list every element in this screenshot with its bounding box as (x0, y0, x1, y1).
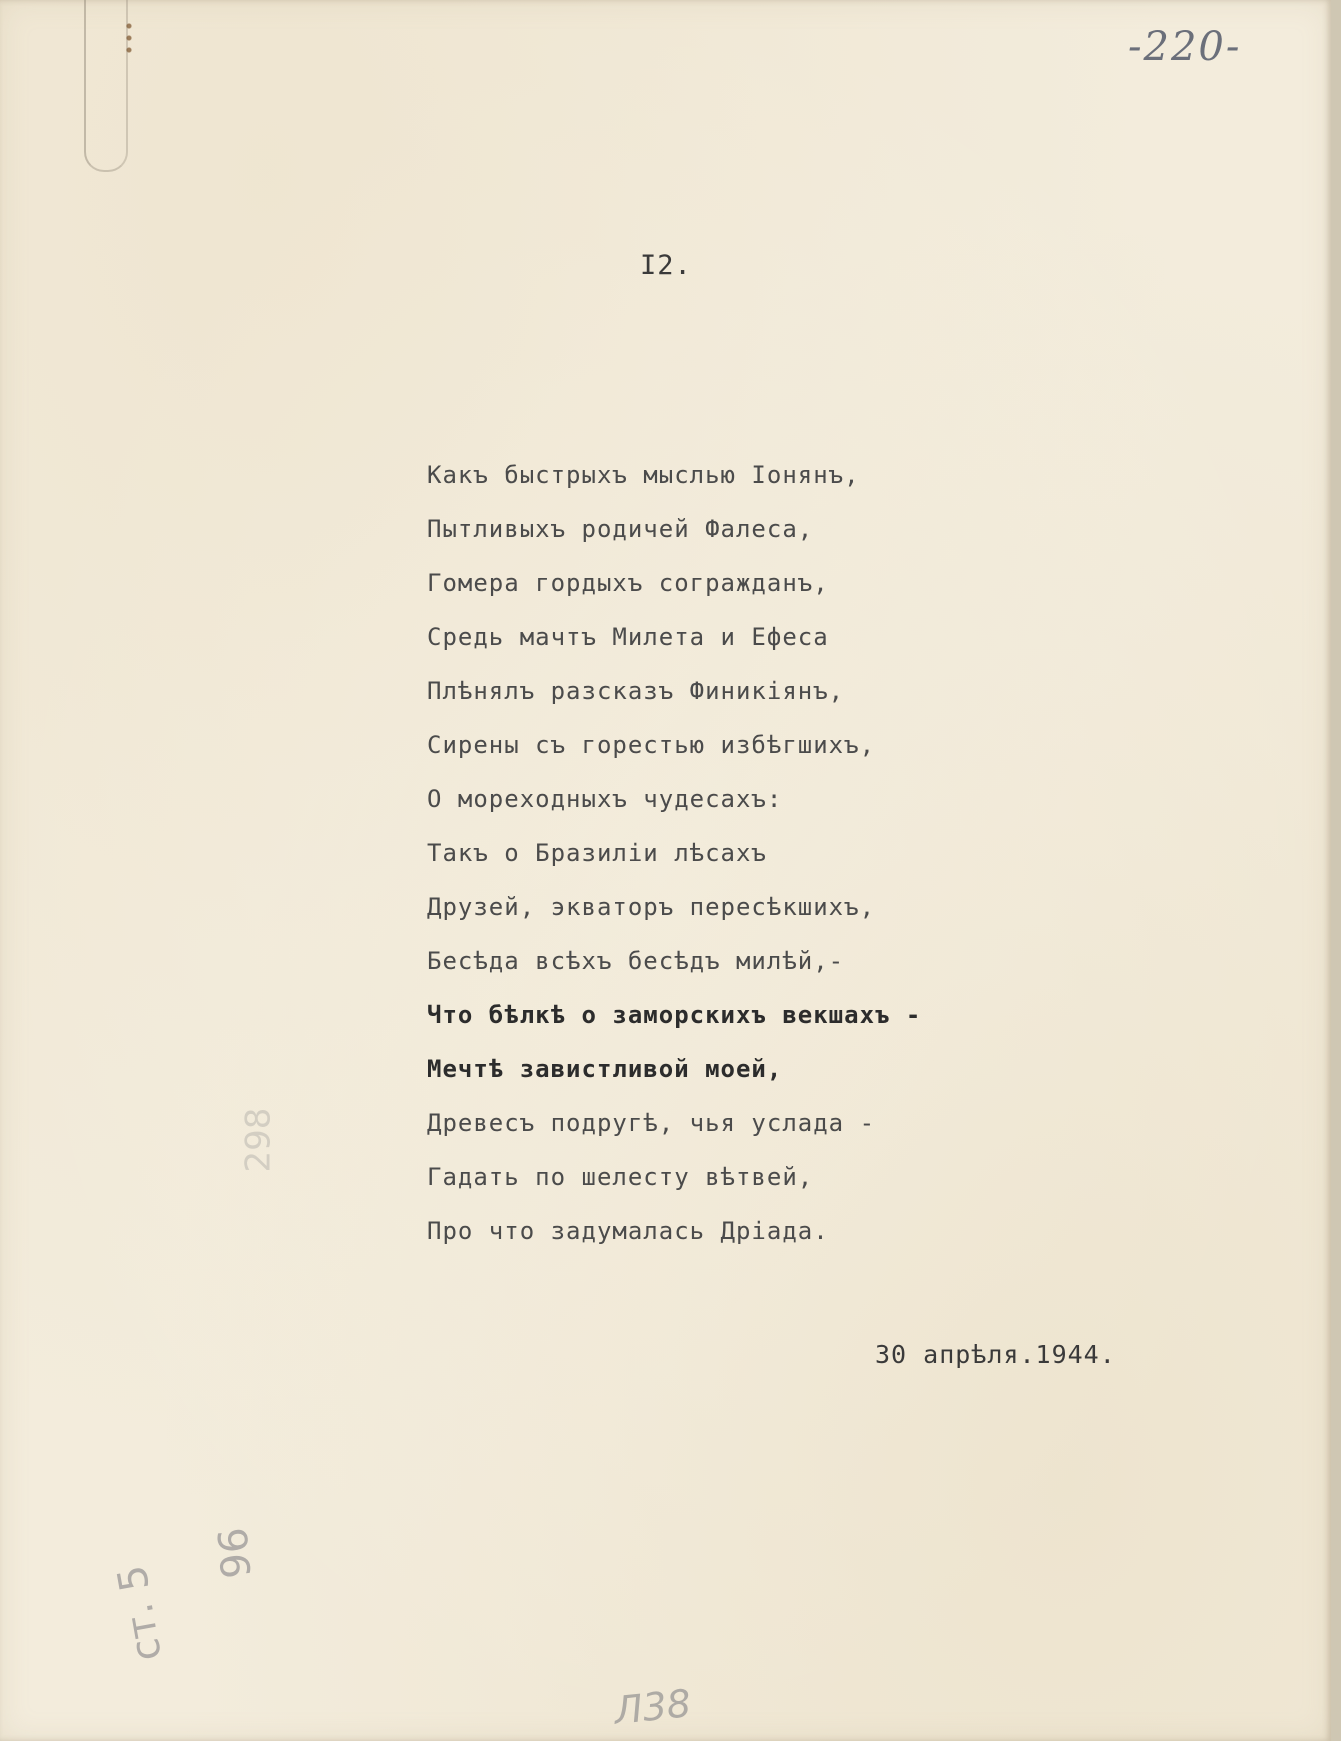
rust-spots (126, 20, 132, 56)
poem-text (427, 448, 921, 1258)
poem-line: Какъ быстрыхъ мыслью Іонянъ, (427, 461, 860, 489)
faint-pencil-note: 298 (238, 1107, 279, 1173)
poem-line: Гомера гордыхъ согражданъ, (427, 569, 829, 597)
poem-date: 30 апрѣля.1944. (875, 1340, 1116, 1369)
poem-number: I2. (640, 250, 692, 281)
pencil-note-left: 96 (210, 1525, 261, 1581)
poem-line: Сирены съ горестью избѣгшихъ, (427, 731, 876, 759)
staple-mark (84, 0, 128, 172)
poem-line: Такъ о Бразиліи лѣсахъ (427, 839, 767, 867)
poem-line: Плѣнялъ разсказъ Финикіянъ, (427, 677, 845, 705)
poem-line: Древесъ подругѣ, чья услада - (427, 1109, 876, 1137)
poem-line: Пытливыхъ родичей Фалеса, (427, 515, 814, 543)
poem-line: Друзей, экваторъ пересѣкшихъ, (427, 893, 876, 921)
poem-line: Мечтѣ завистливой моей, (427, 1055, 783, 1083)
poem-line: Средь мачтъ Милета и Ефеса (427, 623, 829, 651)
poem-line: Про что задумалась Дріада. (427, 1217, 829, 1245)
pencil-sheet-number: Л38 (611, 1681, 694, 1733)
poem-line: Что бѣлкѣ о заморскихъ векшахъ - (427, 1001, 922, 1029)
poem-line: Гадать по шелесту вѣтвей, (427, 1163, 814, 1191)
poem-line: Бесѣда всѣхъ бесѣдъ милѣй,- (427, 947, 845, 975)
pencil-note-bottom-left: ст. 5 (109, 1561, 172, 1665)
archive-page-number: -220- (1128, 24, 1242, 70)
poem-line: О мореходныхъ чудесахъ: (427, 785, 783, 813)
